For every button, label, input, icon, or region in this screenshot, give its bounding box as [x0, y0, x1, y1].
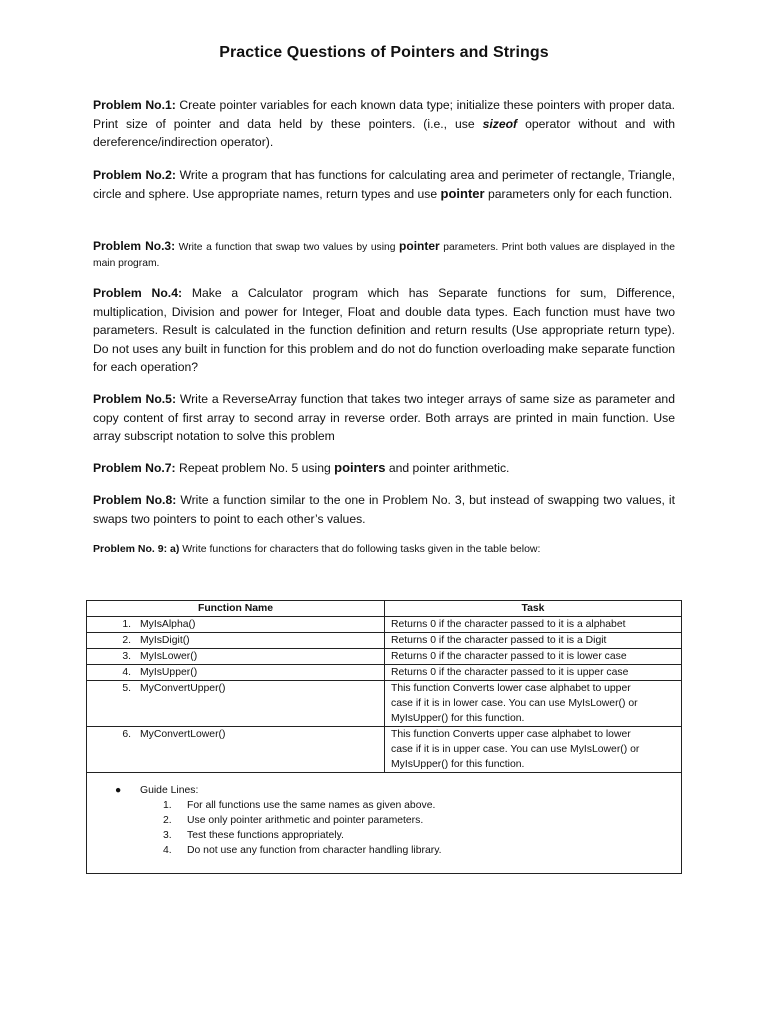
problem-7: [93, 459, 675, 478]
problem-1-text-b: operator without and with dereference/indirection operator).: [93, 116, 675, 150]
problem-2-text-a: Write a program that has functions for calculating area and perimeter of rectangle, Triangle, circle and sphere. Use appropriate names, return types and use: [93, 168, 675, 201]
list-text: Do not use any function from character handling library.: [187, 845, 442, 856]
problem-2-pointer: pointer: [440, 185, 485, 201]
list-item: [163, 813, 442, 828]
table-cell-task: [385, 681, 682, 727]
function-name: MyIsLower(): [140, 651, 198, 662]
table-cell-function: [87, 617, 385, 633]
list-text: Use only pointer arithmetic and pointer parameters.: [187, 815, 424, 826]
table-cell-task: [385, 727, 682, 773]
guidelines-heading: Guide Lines:: [140, 785, 199, 796]
table-row: [87, 727, 682, 773]
function-name: MyIsUpper(): [140, 667, 198, 678]
problem-3-pointer: pointer: [399, 239, 440, 253]
problem-8: [93, 491, 675, 528]
row-number: 5.: [122, 683, 131, 694]
problem-8-label: Problem No.8:: [93, 493, 177, 507]
problem-5: [93, 390, 675, 446]
table-cell-function: [87, 649, 385, 665]
problem-9: [93, 540, 675, 559]
list-number: 1.: [163, 800, 172, 811]
table-header-function-name: Function Name: [87, 601, 385, 617]
list-number: 2.: [163, 815, 172, 826]
problem-4-label: Problem No.4:: [93, 286, 183, 300]
problem-5-label: Problem No.5:: [93, 392, 177, 406]
guidelines-heading-line: [115, 783, 198, 798]
guidelines-box: [86, 768, 682, 874]
task-line: MyIsUpper() for this function.: [391, 759, 525, 770]
table-cell-function: [87, 633, 385, 649]
problem-5-text: Write a ReverseArray function that takes two integer arrays of same size as parameter and copy content of first array to second array in reverse order. Both arrays are printed in main function. Use array subscript notation to solve this problem: [93, 392, 675, 444]
problem-1-italic: sizeof: [482, 116, 518, 131]
problem-9-text: Write functions for characters that do following tasks given in the table below:: [179, 543, 541, 555]
table-cell-function: [87, 727, 385, 773]
task-line: MyIsUpper() for this function.: [391, 713, 525, 724]
list-text: For all functions use the same names as given above.: [187, 800, 436, 811]
functions-table: [86, 600, 682, 773]
problem-3-text-b: parameters. Print both values are displayed in the main program.: [93, 242, 675, 269]
problem-7-text-b: and pointer arithmetic.: [385, 461, 510, 475]
table-header-task: Task: [385, 601, 682, 617]
problem-4: [93, 284, 675, 377]
problem-2-label: Problem No.2:: [93, 168, 176, 182]
page-title: Practice Questions of Pointers and Strings: [219, 44, 549, 61]
list-item: [163, 798, 442, 813]
function-name: MyIsAlpha(): [140, 619, 196, 630]
problem-1-text-a: Create pointer variables for each known data type; initialize these pointers with proper data. Print size of pointer and data held by these pointers. (i.e., use: [93, 98, 675, 131]
problem-3-label: Problem No.3:: [93, 239, 176, 253]
task-line: This function Converts upper case alphabet to lower: [391, 729, 631, 740]
problem-7-pointers: pointers: [334, 460, 386, 475]
row-number: 6.: [122, 729, 131, 740]
table-row: [87, 649, 682, 665]
task-line: case if it is in lower case. You can use MyIsLower() or: [391, 698, 638, 709]
guidelines-list: [163, 798, 442, 858]
problem-7-text-a: Repeat problem No. 5 using: [175, 461, 335, 475]
table-cell-function: [87, 665, 385, 681]
problem-9-label: Problem No. 9: a): [93, 543, 180, 555]
list-item: [163, 828, 442, 843]
list-text: Test these functions appropriately.: [187, 830, 344, 841]
list-number: 3.: [163, 830, 172, 841]
row-number: 3.: [122, 651, 131, 662]
list-item: [163, 843, 442, 858]
row-number: 2.: [122, 635, 131, 646]
table-cell-function: [87, 681, 385, 727]
problem-4-text: Make a Calculator program which has Separate functions for sum, Difference, multiplication, Division and power for Integer, Float and double data types. Each function must have two parameters. Result is calculated in the function definition and return results (Use appropriate return type). Do not uses any built in function for this problem and do not do function overloading make separate function for each operation?: [93, 286, 675, 375]
problem-7-label: Problem No.7:: [93, 461, 176, 475]
row-number: 4.: [122, 667, 131, 678]
problem-3: [93, 238, 675, 272]
function-name: MyIsDigit(): [140, 635, 190, 646]
table-row: [87, 681, 682, 727]
table-cell-task: Returns 0 if the character passed to it is a Digit: [385, 633, 682, 649]
table-row: [87, 617, 682, 633]
bullet-icon: ●: [115, 785, 122, 796]
table-row: [87, 665, 682, 681]
problem-1-label: Problem No.1:: [93, 98, 176, 112]
problem-2: [93, 166, 675, 203]
function-name: MyConvertLower(): [140, 729, 226, 740]
table-header-row: [87, 601, 682, 617]
table-cell-task: Returns 0 if the character passed to it is upper case: [385, 665, 682, 681]
list-number: 4.: [163, 845, 172, 856]
row-number: 1.: [122, 619, 131, 630]
problem-2-text-b: parameters only for each function.: [484, 186, 673, 201]
problem-3-text-a: Write a function that swap two values by using: [175, 242, 400, 253]
function-name: MyConvertUpper(): [140, 683, 226, 694]
task-line: case if it is in upper case. You can use MyIsLower() or: [391, 744, 640, 755]
problem-1: [93, 96, 675, 152]
table-row: [87, 633, 682, 649]
problem-8-text: Write a function similar to the one in Problem No. 3, but instead of swapping two values, it swaps two pointers to point to each other’s values.: [93, 493, 675, 526]
table-cell-task: Returns 0 if the character passed to it is lower case: [385, 649, 682, 665]
table-cell-task: Returns 0 if the character passed to it is a alphabet: [385, 617, 682, 633]
task-line: This function Converts lower case alphabet to upper: [391, 683, 631, 694]
